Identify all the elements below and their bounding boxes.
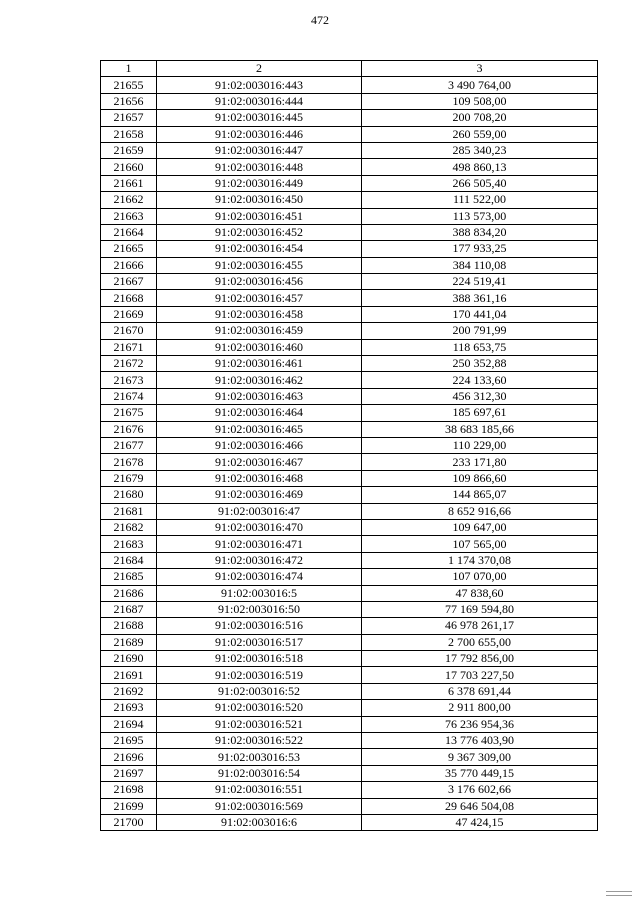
table-row xyxy=(101,618,598,634)
cadastral-number: 91:02:003016:470 xyxy=(157,519,362,535)
value: 107 565,00 xyxy=(362,536,598,552)
row-number: 21659 xyxy=(101,142,157,158)
table-row xyxy=(101,454,598,470)
corner-mark xyxy=(606,891,632,896)
row-number: 21665 xyxy=(101,241,157,257)
row-number: 21692 xyxy=(101,683,157,699)
value: 3 490 764,00 xyxy=(362,77,598,93)
table-row xyxy=(101,126,598,142)
cadastral-number: 91:02:003016:551 xyxy=(157,782,362,798)
row-number: 21695 xyxy=(101,733,157,749)
table-row xyxy=(101,733,598,749)
cadastral-number: 91:02:003016:457 xyxy=(157,290,362,306)
value: 260 559,00 xyxy=(362,126,598,142)
value: 2 911 800,00 xyxy=(362,700,598,716)
table-row xyxy=(101,782,598,798)
cadastral-number: 91:02:003016:519 xyxy=(157,667,362,683)
row-number: 21687 xyxy=(101,601,157,617)
table-row xyxy=(101,700,598,716)
table-row xyxy=(101,306,598,322)
cadastral-number: 91:02:003016:47 xyxy=(157,503,362,519)
row-number: 21680 xyxy=(101,487,157,503)
value: 17 703 227,50 xyxy=(362,667,598,683)
value: 76 236 954,36 xyxy=(362,716,598,732)
value: 77 169 594,80 xyxy=(362,601,598,617)
value: 109 508,00 xyxy=(362,93,598,109)
cadastral-number: 91:02:003016:474 xyxy=(157,569,362,585)
table-row xyxy=(101,356,598,372)
table-row xyxy=(101,716,598,732)
cadastral-number: 91:02:003016:446 xyxy=(157,126,362,142)
cadastral-number: 91:02:003016:461 xyxy=(157,356,362,372)
row-number: 21678 xyxy=(101,454,157,470)
value: 6 378 691,44 xyxy=(362,683,598,699)
cadastral-number: 91:02:003016:471 xyxy=(157,536,362,552)
table-row xyxy=(101,601,598,617)
row-number: 21670 xyxy=(101,323,157,339)
table-row xyxy=(101,241,598,257)
value: 109 866,60 xyxy=(362,470,598,486)
value: 266 505,40 xyxy=(362,175,598,191)
value: 13 776 403,90 xyxy=(362,733,598,749)
value: 113 573,00 xyxy=(362,208,598,224)
row-number: 21691 xyxy=(101,667,157,683)
cadastral-number: 91:02:003016:462 xyxy=(157,372,362,388)
table-row xyxy=(101,683,598,699)
value: 200 791,99 xyxy=(362,323,598,339)
table-header-row xyxy=(101,61,598,77)
cadastral-number: 91:02:003016:445 xyxy=(157,110,362,126)
row-number: 21667 xyxy=(101,274,157,290)
cadastral-number: 91:02:003016:449 xyxy=(157,175,362,191)
row-number: 21698 xyxy=(101,782,157,798)
row-number: 21660 xyxy=(101,159,157,175)
value: 109 647,00 xyxy=(362,519,598,535)
value: 38 683 185,66 xyxy=(362,421,598,437)
row-number: 21694 xyxy=(101,716,157,732)
cadastral-number: 91:02:003016:460 xyxy=(157,339,362,355)
row-number: 21679 xyxy=(101,470,157,486)
value: 9 367 309,00 xyxy=(362,749,598,765)
value: 2 700 655,00 xyxy=(362,634,598,650)
table-row xyxy=(101,421,598,437)
cadastral-number: 91:02:003016:444 xyxy=(157,93,362,109)
cadastral-number: 91:02:003016:522 xyxy=(157,733,362,749)
cadastral-number: 91:02:003016:5 xyxy=(157,585,362,601)
row-number: 21688 xyxy=(101,618,157,634)
value: 498 860,13 xyxy=(362,159,598,175)
cadastral-number: 91:02:003016:520 xyxy=(157,700,362,716)
cadastral-number: 91:02:003016:466 xyxy=(157,437,362,453)
cadastral-number: 91:02:003016:451 xyxy=(157,208,362,224)
value: 144 865,07 xyxy=(362,487,598,503)
table-row xyxy=(101,634,598,650)
table-row xyxy=(101,323,598,339)
row-number: 21672 xyxy=(101,356,157,372)
table-row xyxy=(101,798,598,814)
table-row xyxy=(101,372,598,388)
table-row xyxy=(101,159,598,175)
table-row xyxy=(101,142,598,158)
table-row xyxy=(101,437,598,453)
value: 170 441,04 xyxy=(362,306,598,322)
table-row xyxy=(101,470,598,486)
column-header-2: 2 xyxy=(157,61,362,77)
row-number: 21682 xyxy=(101,519,157,535)
row-number: 21681 xyxy=(101,503,157,519)
row-number: 21673 xyxy=(101,372,157,388)
table-row xyxy=(101,536,598,552)
row-number: 21683 xyxy=(101,536,157,552)
cadastral-number: 91:02:003016:53 xyxy=(157,749,362,765)
row-number: 21697 xyxy=(101,765,157,781)
value: 47 838,60 xyxy=(362,585,598,601)
table-row xyxy=(101,519,598,535)
row-number: 21666 xyxy=(101,257,157,273)
row-number: 21676 xyxy=(101,421,157,437)
row-number: 21655 xyxy=(101,77,157,93)
row-number: 21700 xyxy=(101,814,157,830)
cadastral-number: 91:02:003016:518 xyxy=(157,651,362,667)
column-header-1: 1 xyxy=(101,61,157,77)
table-row xyxy=(101,405,598,421)
table-row xyxy=(101,487,598,503)
row-number: 21690 xyxy=(101,651,157,667)
value: 107 070,00 xyxy=(362,569,598,585)
value: 17 792 856,00 xyxy=(362,651,598,667)
row-number: 21668 xyxy=(101,290,157,306)
cadastral-number: 91:02:003016:455 xyxy=(157,257,362,273)
table-row xyxy=(101,585,598,601)
row-number: 21693 xyxy=(101,700,157,716)
value: 1 174 370,08 xyxy=(362,552,598,568)
value: 110 229,00 xyxy=(362,437,598,453)
cadastral-number: 91:02:003016:467 xyxy=(157,454,362,470)
value: 224 133,60 xyxy=(362,372,598,388)
cadastral-number: 91:02:003016:472 xyxy=(157,552,362,568)
value: 384 110,08 xyxy=(362,257,598,273)
value: 250 352,88 xyxy=(362,356,598,372)
cadastral-number: 91:02:003016:50 xyxy=(157,601,362,617)
value: 46 978 261,17 xyxy=(362,618,598,634)
value: 185 697,61 xyxy=(362,405,598,421)
value: 111 522,00 xyxy=(362,192,598,208)
value: 388 834,20 xyxy=(362,224,598,240)
value: 29 646 504,08 xyxy=(362,798,598,814)
row-number: 21663 xyxy=(101,208,157,224)
value: 177 933,25 xyxy=(362,241,598,257)
table-row xyxy=(101,388,598,404)
value: 8 652 916,66 xyxy=(362,503,598,519)
cadastral-number: 91:02:003016:448 xyxy=(157,159,362,175)
cadastral-number: 91:02:003016:458 xyxy=(157,306,362,322)
cadastral-number: 91:02:003016:454 xyxy=(157,241,362,257)
cadastral-number: 91:02:003016:452 xyxy=(157,224,362,240)
value: 224 519,41 xyxy=(362,274,598,290)
cadastral-number: 91:02:003016:517 xyxy=(157,634,362,650)
table-row xyxy=(101,257,598,273)
cadastral-number: 91:02:003016:443 xyxy=(157,77,362,93)
row-number: 21686 xyxy=(101,585,157,601)
row-number: 21677 xyxy=(101,437,157,453)
table-row xyxy=(101,290,598,306)
cadastral-number: 91:02:003016:450 xyxy=(157,192,362,208)
table-row xyxy=(101,503,598,519)
table-row xyxy=(101,651,598,667)
table-row xyxy=(101,224,598,240)
value: 456 312,30 xyxy=(362,388,598,404)
row-number: 21669 xyxy=(101,306,157,322)
column-header-3: 3 xyxy=(362,61,598,77)
table-row xyxy=(101,552,598,568)
row-number: 21699 xyxy=(101,798,157,814)
table-row xyxy=(101,110,598,126)
value: 200 708,20 xyxy=(362,110,598,126)
cadastral-number: 91:02:003016:521 xyxy=(157,716,362,732)
cadastral-number: 91:02:003016:468 xyxy=(157,470,362,486)
row-number: 21684 xyxy=(101,552,157,568)
table-row xyxy=(101,339,598,355)
row-number: 21662 xyxy=(101,192,157,208)
cadastral-number: 91:02:003016:569 xyxy=(157,798,362,814)
table-row xyxy=(101,749,598,765)
table-row xyxy=(101,93,598,109)
value: 3 176 602,66 xyxy=(362,782,598,798)
cadastral-number: 91:02:003016:459 xyxy=(157,323,362,339)
page-number: 472 xyxy=(311,13,329,27)
table-row xyxy=(101,77,598,93)
cadastral-number: 91:02:003016:469 xyxy=(157,487,362,503)
row-number: 21674 xyxy=(101,388,157,404)
table-row xyxy=(101,765,598,781)
row-number: 21696 xyxy=(101,749,157,765)
value: 388 361,16 xyxy=(362,290,598,306)
cadastral-number: 91:02:003016:516 xyxy=(157,618,362,634)
table-row xyxy=(101,814,598,830)
row-number: 21675 xyxy=(101,405,157,421)
table-row xyxy=(101,208,598,224)
table-row xyxy=(101,667,598,683)
row-number: 21657 xyxy=(101,110,157,126)
table-row xyxy=(101,569,598,585)
value: 47 424,15 xyxy=(362,814,598,830)
cadastral-number: 91:02:003016:456 xyxy=(157,274,362,290)
value: 233 171,80 xyxy=(362,454,598,470)
cadastral-number: 91:02:003016:464 xyxy=(157,405,362,421)
row-number: 21664 xyxy=(101,224,157,240)
value: 118 653,75 xyxy=(362,339,598,355)
row-number: 21661 xyxy=(101,175,157,191)
cadastral-number: 91:02:003016:6 xyxy=(157,814,362,830)
cadastral-number: 91:02:003016:52 xyxy=(157,683,362,699)
cadastral-number: 91:02:003016:54 xyxy=(157,765,362,781)
table-row xyxy=(101,192,598,208)
row-number: 21671 xyxy=(101,339,157,355)
cadastral-number: 91:02:003016:463 xyxy=(157,388,362,404)
data-table xyxy=(100,60,598,831)
cadastral-number: 91:02:003016:447 xyxy=(157,142,362,158)
row-number: 21658 xyxy=(101,126,157,142)
row-number: 21689 xyxy=(101,634,157,650)
cadastral-number: 91:02:003016:465 xyxy=(157,421,362,437)
row-number: 21656 xyxy=(101,93,157,109)
row-number: 21685 xyxy=(101,569,157,585)
table-body xyxy=(101,77,598,831)
table-row xyxy=(101,274,598,290)
table-row xyxy=(101,175,598,191)
value: 35 770 449,15 xyxy=(362,765,598,781)
value: 285 340,23 xyxy=(362,142,598,158)
